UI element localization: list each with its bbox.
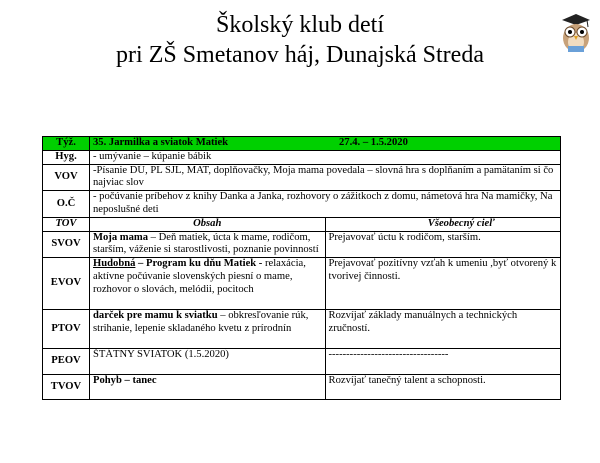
activity-content bbox=[90, 231, 326, 258]
week-info bbox=[90, 137, 561, 151]
activity-title: darček pre mamu k sviatku bbox=[93, 310, 218, 322]
activity-row-ptov bbox=[43, 310, 561, 349]
owl-with-graduation-cap-icon bbox=[556, 12, 596, 56]
activity-label: PEOV bbox=[43, 349, 90, 375]
activity-label: TVOV bbox=[43, 375, 90, 400]
activity-goal: Prejavovať úctu k rodičom, starším. bbox=[325, 231, 561, 258]
column-header-tov: TOV bbox=[43, 217, 90, 231]
oc-label: O.Č bbox=[43, 191, 90, 218]
vov-row bbox=[43, 164, 561, 191]
hyg-text: - umývanie – kúpanie bábik bbox=[90, 150, 561, 164]
activity-label: PTOV bbox=[43, 310, 90, 349]
activity-content bbox=[90, 349, 326, 375]
activity-description: – obkresľovanie rúk, strihanie, lepenie skladaného kvetu z prírodnín bbox=[93, 310, 309, 334]
activity-goal: Prejavovať pozitívny vzťah k umeniu ,byť otvorený k tvorivej činnosti. bbox=[325, 258, 561, 310]
column-header-ciel: Všeobecný cieľ bbox=[325, 217, 561, 231]
vov-label: VOV bbox=[43, 164, 90, 191]
page-title bbox=[0, 10, 600, 70]
plan-table bbox=[42, 136, 561, 400]
activity-label: EVOV bbox=[43, 258, 90, 310]
activity-description: ŠTÁTNY SVIATOK (1.5.2020) bbox=[93, 349, 229, 361]
activity-label: SVOV bbox=[43, 231, 90, 258]
title-line-1: Školský klub detí bbox=[215, 12, 384, 38]
week-row bbox=[43, 137, 561, 151]
activity-row-peov bbox=[43, 349, 561, 375]
activity-goal: Rozvíjať tanečný talent a schopnosti. bbox=[325, 375, 561, 400]
hyg-label: Hyg. bbox=[43, 150, 90, 164]
oc-text: - počúvanie príbehov z knihy Danka a Janka, rozhovory o zážitkoch z domu, námetová hra Na mamičky, Na neposlušné deti bbox=[90, 191, 561, 218]
activity-title: Moja mama bbox=[93, 231, 149, 243]
activity-title: – Program ku dňu Matiek - bbox=[135, 258, 265, 270]
activity-content bbox=[90, 310, 326, 349]
oc-row bbox=[43, 191, 561, 218]
activity-row-tvov bbox=[43, 375, 561, 400]
vov-text: -Písanie DÚ, PL SJL, MAT, doplňovačky, Moja mama povedala – slovná hra s doplňaním a pamätaním si čo najviac slov bbox=[90, 164, 561, 191]
column-header-obsah: Obsah bbox=[90, 217, 326, 231]
week-topic: 35. Jarmilka a sviatok Matiek bbox=[93, 137, 229, 148]
activity-description: relaxácia, aktívne počúvanie slovenských piesní o mame, rozhovor o slovách, melódii, pocitoch bbox=[93, 258, 306, 295]
activity-content bbox=[90, 375, 326, 400]
activity-category: Hudobná bbox=[93, 258, 136, 270]
week-label: Týž. bbox=[43, 137, 90, 151]
activity-description: – Deň matiek, úcta k mame, rodičom, starším, váženie si starostlivosti, poznanie povinností bbox=[93, 231, 319, 256]
activity-row-svov bbox=[43, 231, 561, 258]
title-line-2: pri ZŠ Smetanov háj, Dunajská Streda bbox=[116, 42, 484, 68]
activity-title: Pohyb – tanec bbox=[93, 375, 157, 387]
week-dates: 27.4. – 1.5.2020 bbox=[339, 137, 408, 148]
activity-goal: Rozvíjať základy manuálnych a technických zručností. bbox=[325, 310, 561, 349]
activity-goal: ---------------------------------- bbox=[325, 349, 561, 375]
column-header-row bbox=[43, 217, 561, 231]
hyg-row bbox=[43, 150, 561, 164]
activity-row-evov bbox=[43, 258, 561, 310]
activity-content bbox=[90, 258, 326, 310]
